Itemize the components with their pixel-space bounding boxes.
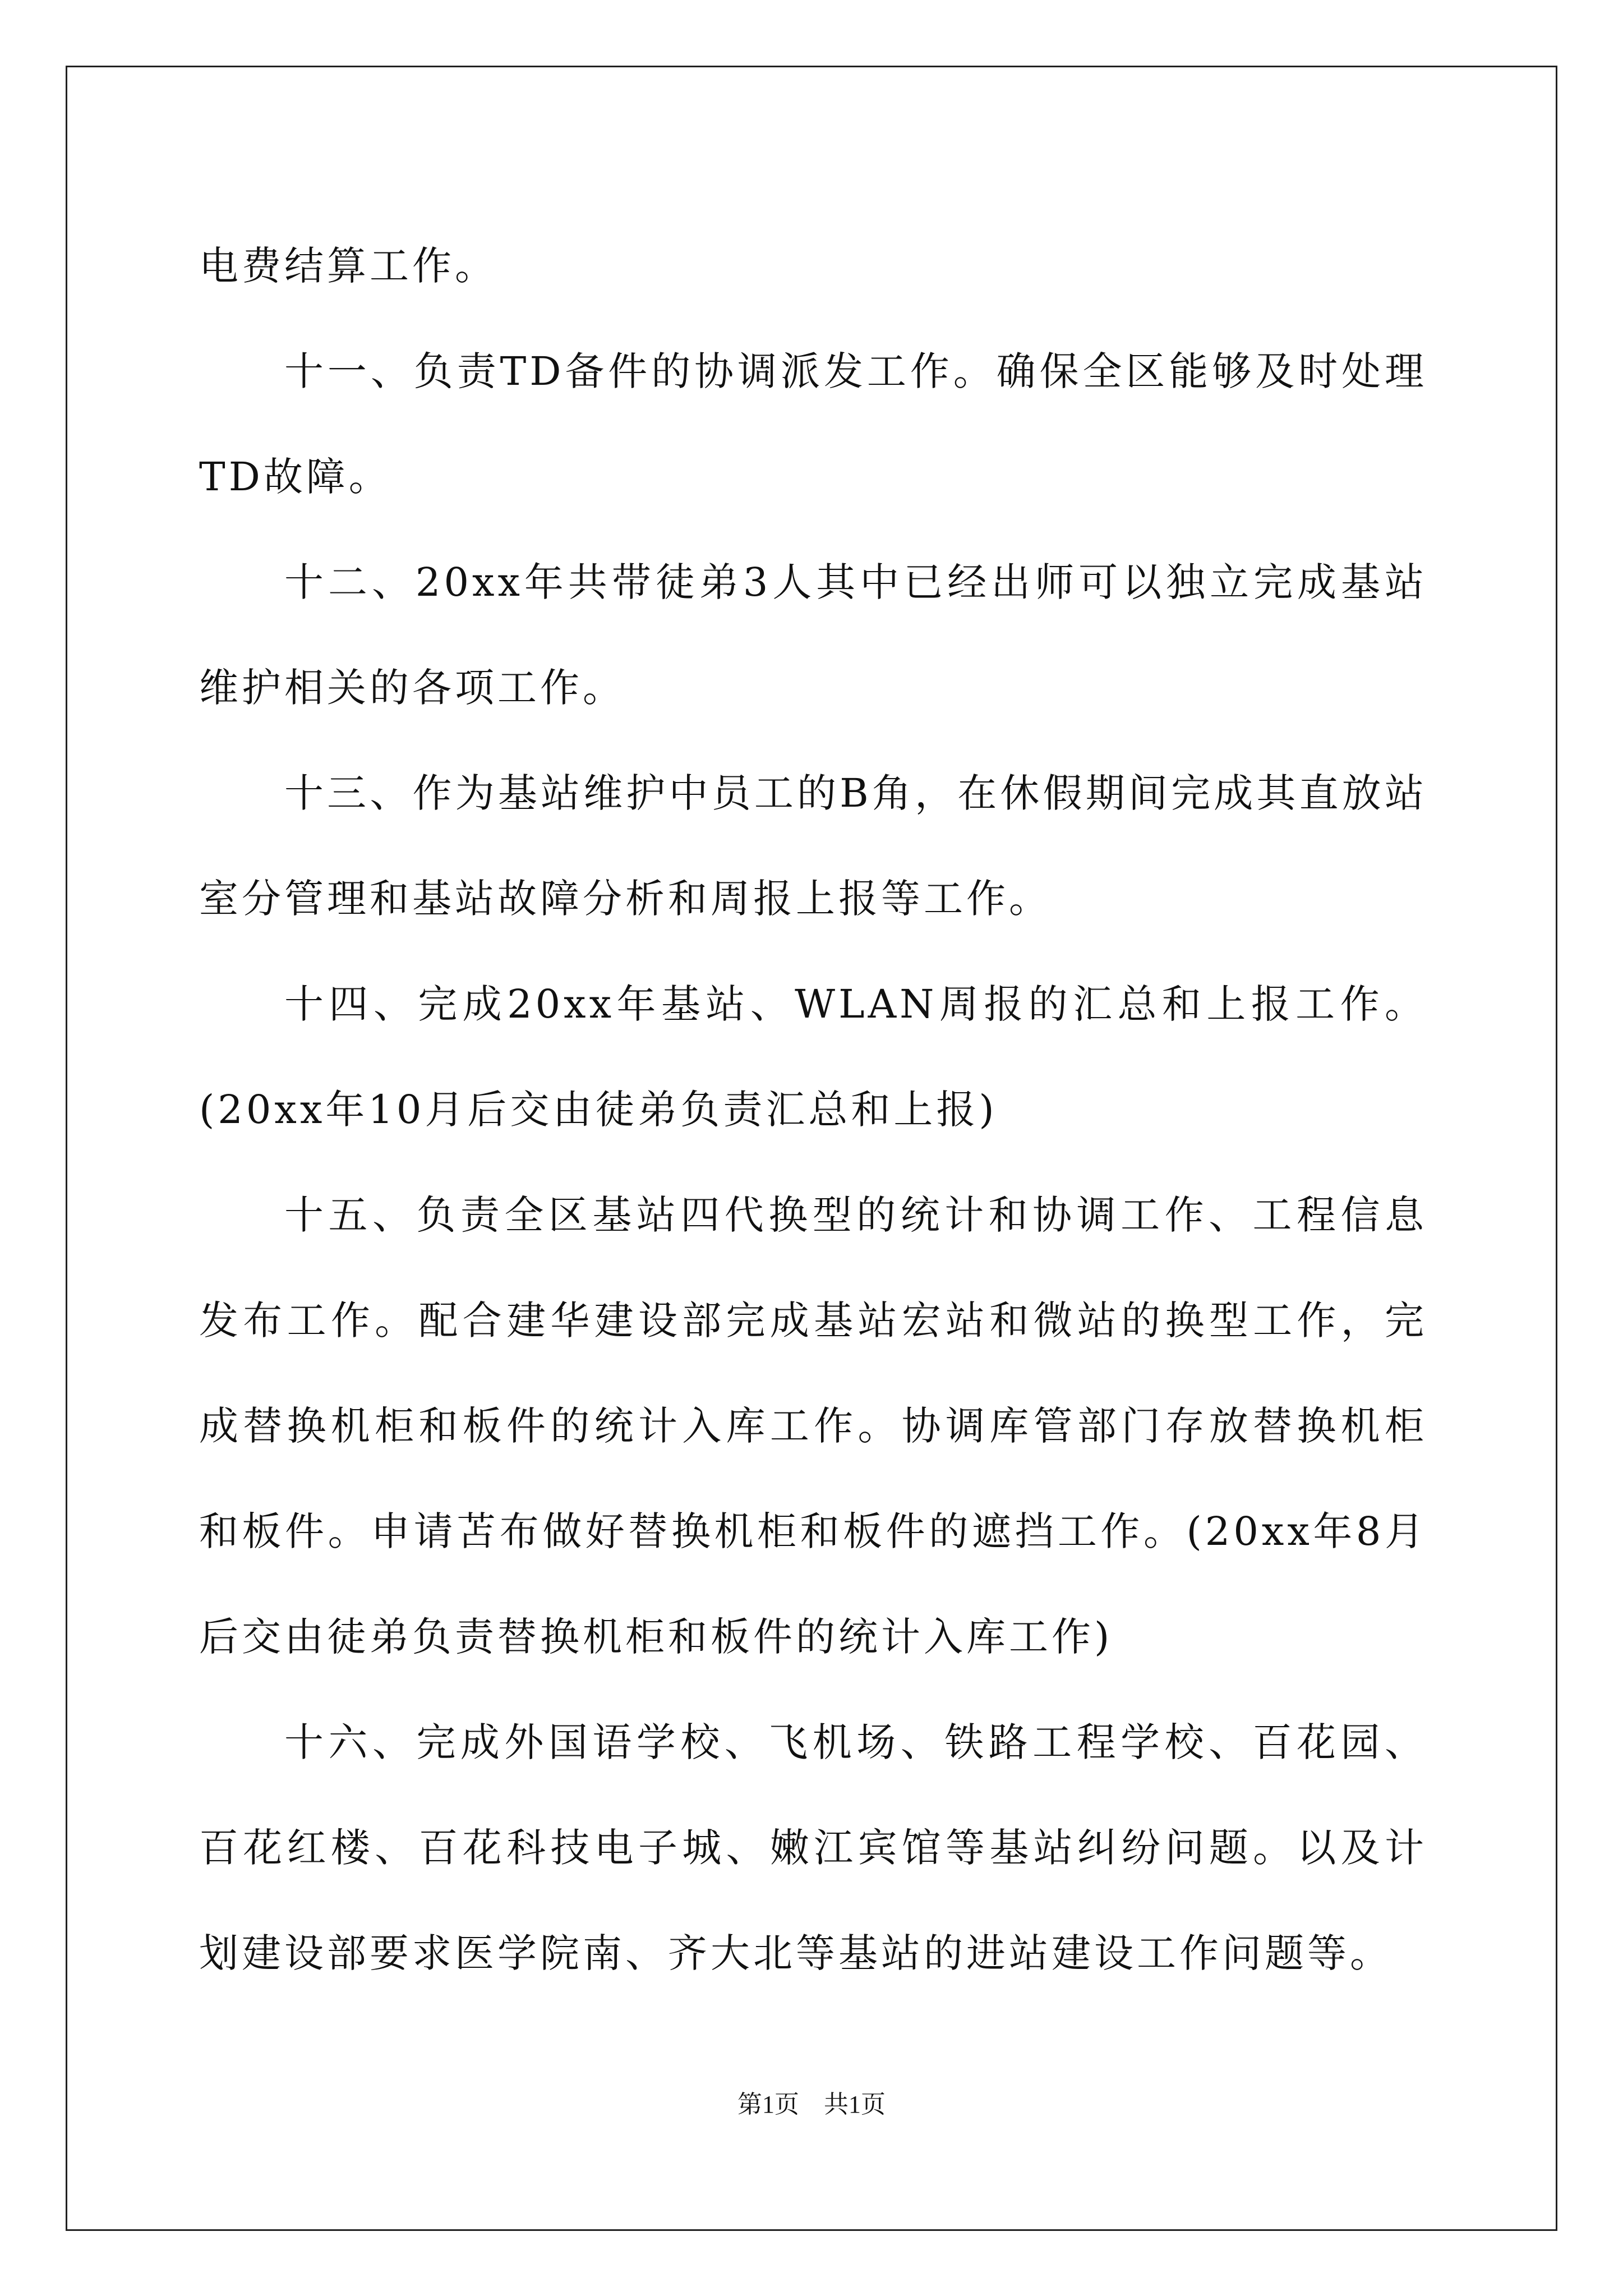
paragraph-item-12: 十二、20xx年共带徒弟3人其中已经出师可以独立完成基站维护相关的各项工作。: [199, 559, 1427, 711]
paragraph-item-15: 十五、负责全区基站四代换型的统计和协调工作、工程信息发布工作。配合建华建设部完成基站宏站和微站的换型工作，完成替换机柜和板件的统计入库工作。协调库管部门存放替换机柜和板件。申请苫布做好替换机柜和板件的遮挡工作。(20xx年8月后交由徒弟负责替换机柜和板件的统计入库工作): [199, 1192, 1427, 1660]
paragraph-item-11: 十一、负责TD备件的协调派发工作。确保全区能够及时处理TD故障。: [199, 348, 1427, 500]
paragraph-continuation: 电费结算工作。: [199, 243, 497, 289]
page-footer: 第1页 共1页: [737, 2091, 886, 2118]
paragraph-item-13: 十三、作为基站维护中员工的B角，在休假期间完成其直放站室分管理和基站故障分析和周报上报等工作。: [199, 770, 1427, 922]
paragraph-item-16: 十六、完成外国语学校、飞机场、铁路工程学校、百花园、百花红楼、百花科技电子城、嫩江宾馆等基站纠纷问题。以及计划建设部要求医学院南、齐大北等基站的进站建设工作问题等。: [199, 1719, 1427, 1976]
paragraph-item-14: 十四、完成20xx年基站、WLAN周报的汇总和上报工作。(20xx年10月后交由徒弟负责汇总和上报): [199, 981, 1427, 1133]
document-body: [199, 213, 1427, 2006]
